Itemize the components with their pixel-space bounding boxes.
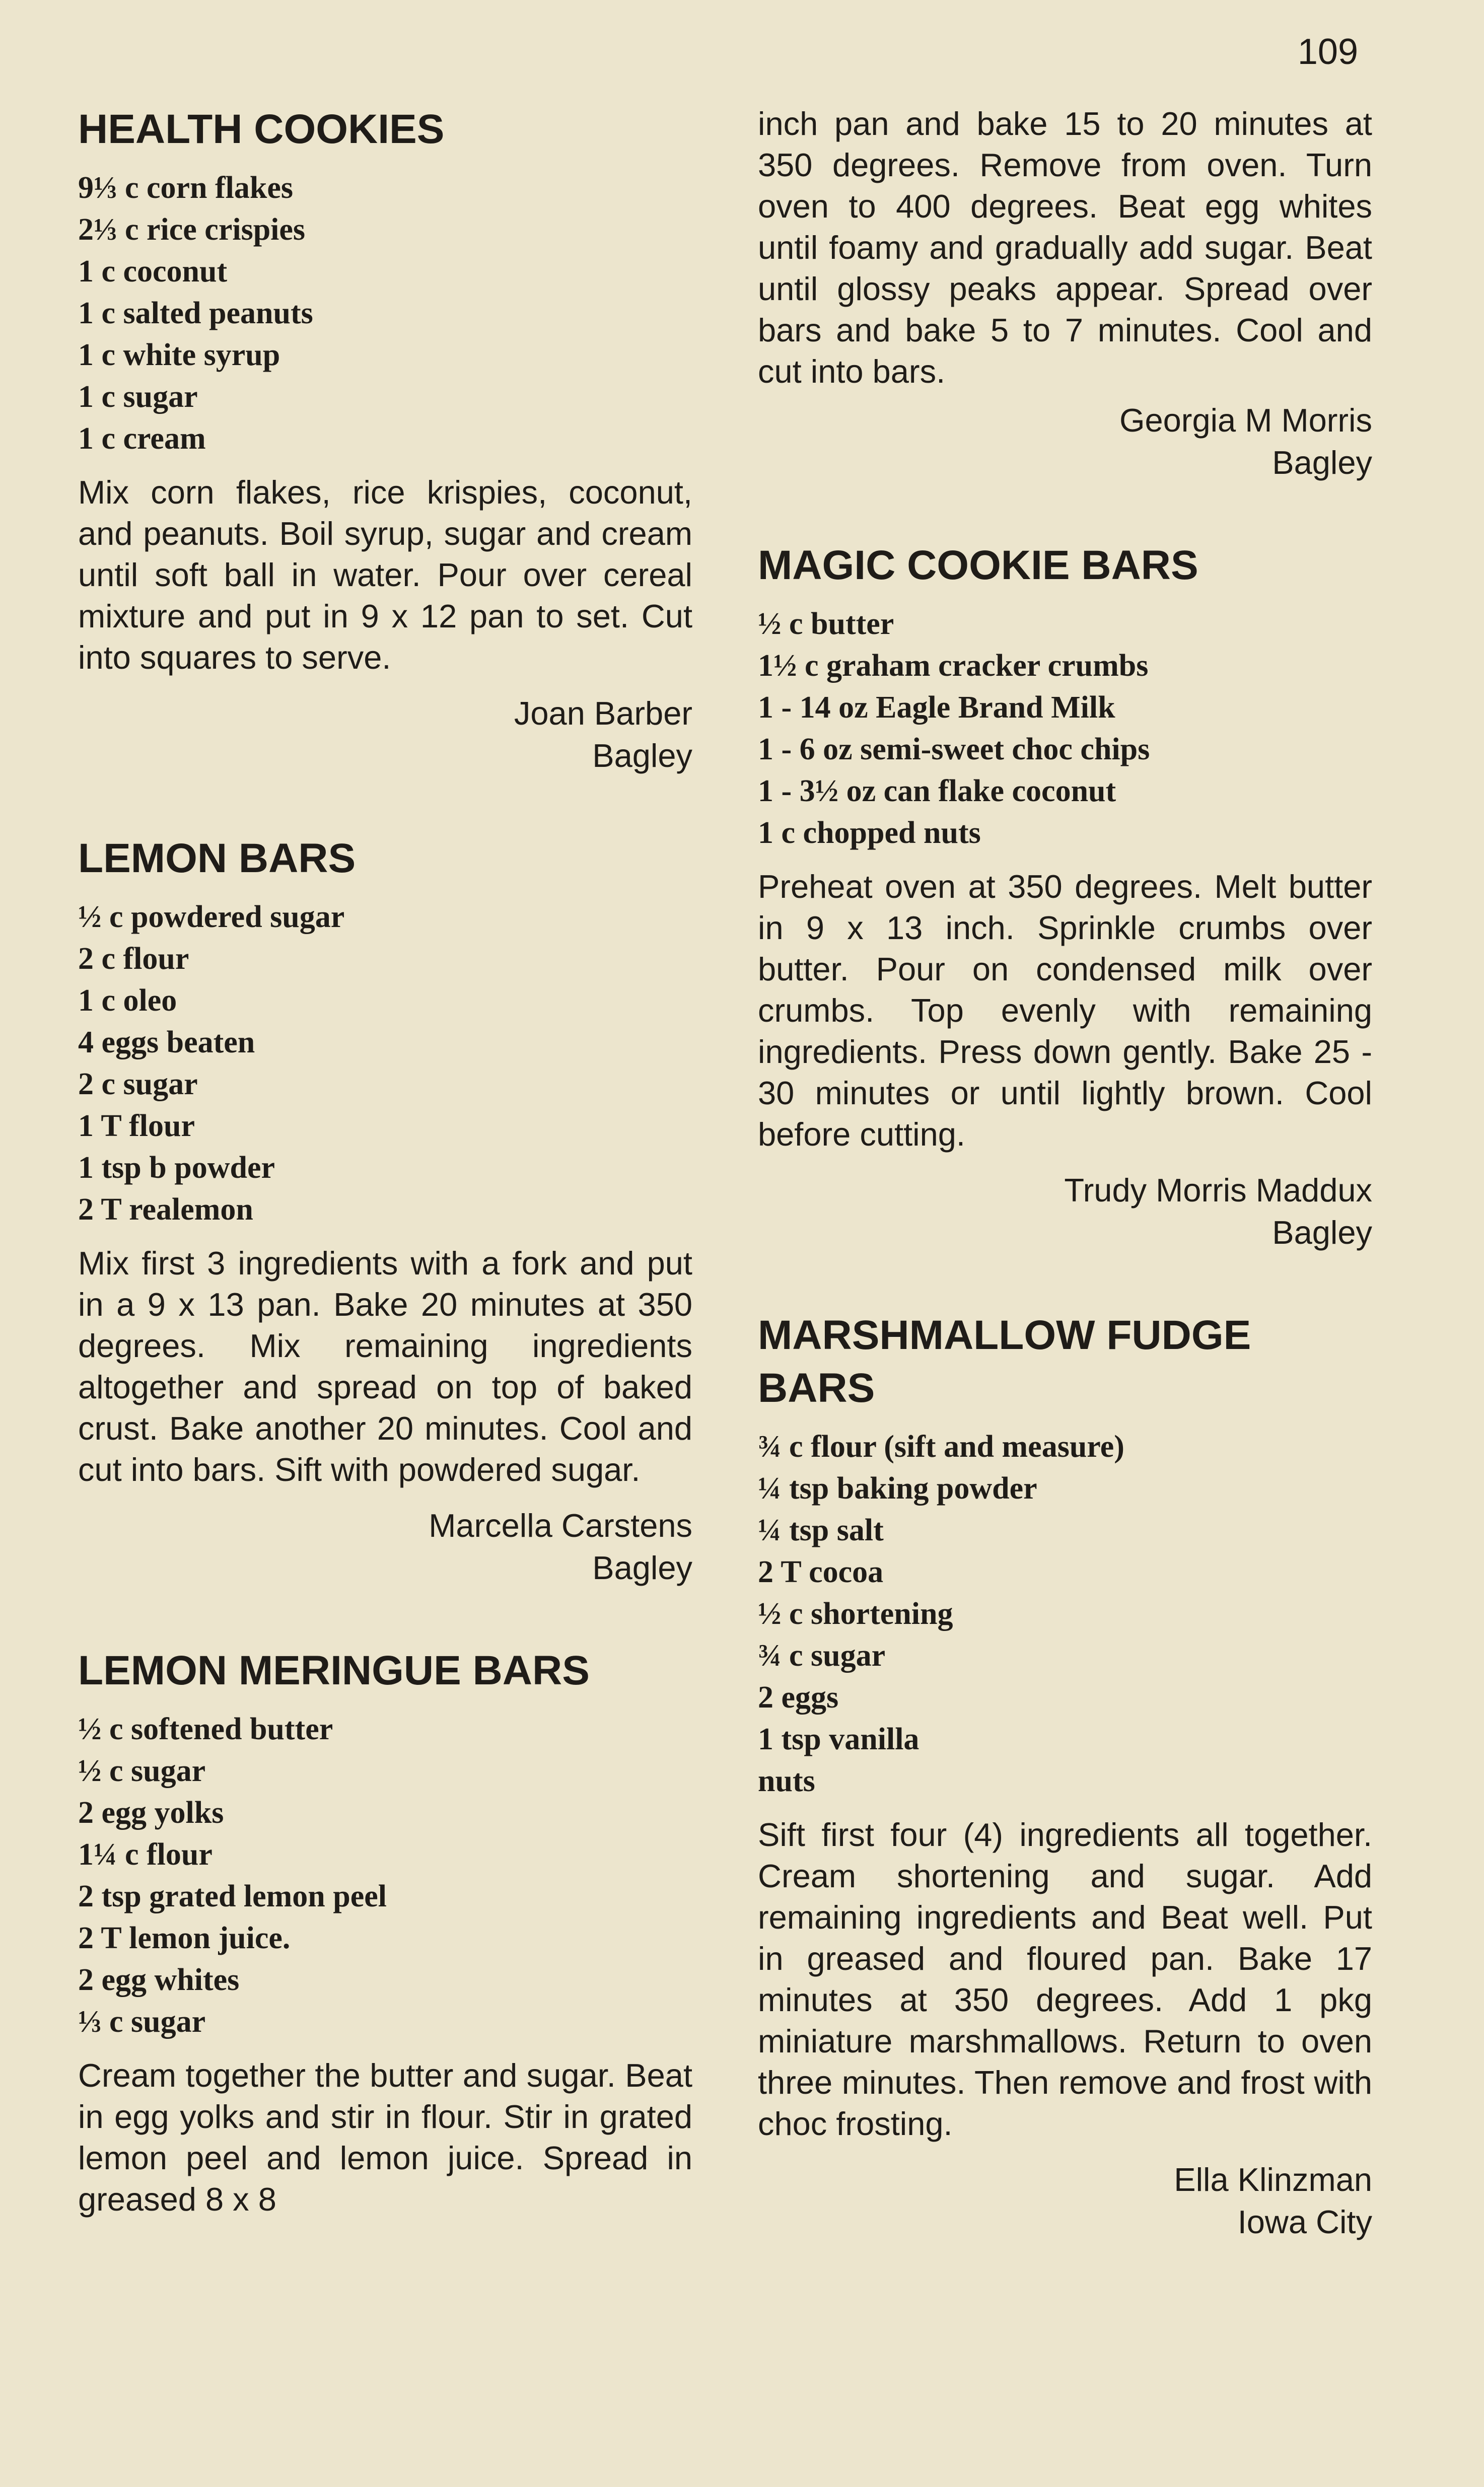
ingredient: 2 eggs [758, 1680, 839, 1715]
ingredient: 1 c white syrup [78, 337, 280, 372]
ingredient-list [758, 1426, 1372, 1802]
ingredient: 2 c flour [78, 941, 189, 976]
ingredient: ¼ tsp salt [758, 1513, 884, 1547]
ingredient: 2 T lemon juice. [78, 1921, 291, 1955]
ingredient: ½ c powdered sugar [78, 899, 345, 934]
recipe-directions: Cream together the butter and sugar. Beat in egg yolks and stir in flour. Stir in grated lemon peel and lemon juice. Spread in greased 8 x 8 [78, 2056, 692, 2218]
ingredient: 1 c chopped nuts [758, 815, 981, 850]
page-number: 109 [1297, 32, 1358, 72]
recipe-lemon-meringue-bars-continued [758, 103, 1372, 484]
recipe-title: MAGIC COOKIE BARS [758, 542, 1198, 588]
recipe-directions: Sift first four (4) ingredients all together. Cream shortening and sugar. Add remaining ingredients and Beat well. Put in greased and floured pan. Bake 17 minutes at 350 degrees. Add 1 pkg miniature marshmallows. Return to oven three minutes. Then remove and frost with choc frosting. [758, 1816, 1372, 2142]
ingredient: ½ c sugar [78, 1753, 206, 1788]
ingredient: 1 c cream [78, 421, 206, 456]
recipe-directions: Mix first 3 ingredients with a fork and put in a 9 x 13 pan. Bake 20 minutes at 350 degrees. Mix remaining ingredients altogether and spread on top of baked crust. Bake another 20 minutes. Cool and cut into bars. Sift with powdered sugar. [78, 1244, 692, 1488]
contributor-name: Georgia M Morris [1119, 402, 1372, 439]
recipe-directions-continued: inch pan and bake 15 to 20 minutes at 350 degrees. Remove from oven. Turn oven to 400 degrees. Beat egg whites until foamy and gradually add sugar. Beat until glossy peaks appear. Spread over bars and bake 5 to 7 minutes. Cool and cut into bars. [758, 105, 1372, 390]
ingredient: 1 - 14 oz Eagle Brand Milk [758, 690, 1115, 725]
recipe-contributor [758, 399, 1372, 484]
ingredient: 1¼ c flour [78, 1837, 213, 1872]
ingredient: 1 tsp b powder [78, 1150, 275, 1185]
recipe-contributor [78, 1505, 692, 1589]
ingredient: 2 tsp grated lemon peel [78, 1879, 387, 1913]
ingredient: 1 - 3½ oz can flake coconut [758, 773, 1116, 808]
contributor-name: Marcella Carstens [429, 1507, 692, 1544]
right-column [758, 103, 1372, 2299]
ingredient: ¾ c sugar [758, 1638, 886, 1673]
recipe-contributor [758, 2159, 1372, 2243]
recipe-title: LEMON MERINGUE BARS [78, 1647, 590, 1693]
contributor-name: Joan Barber [514, 694, 692, 732]
ingredient: 1 tsp vanilla [758, 1722, 920, 1756]
ingredient: 1 c oleo [78, 983, 177, 1018]
ingredient: ⅓ c sugar [78, 2004, 206, 2039]
recipe-title: LEMON BARS [78, 835, 356, 881]
ingredient-list [78, 167, 692, 460]
recipe-title: MARSHMALLOW FUDGE BARS [758, 1312, 1251, 1411]
ingredient: nuts [758, 1763, 815, 1798]
ingredient: ½ c softened butter [78, 1712, 333, 1746]
contributor-name: Trudy Morris Maddux [1064, 1171, 1372, 1209]
recipe-contributor [758, 1169, 1372, 1254]
recipe-contributor [78, 692, 692, 777]
ingredient: 2 egg whites [78, 1962, 240, 1997]
contributor-town: Bagley [592, 737, 692, 774]
ingredient: ½ c shortening [758, 1596, 953, 1631]
recipe-health-cookies [78, 103, 692, 777]
ingredient: 1 - 6 oz semi-sweet choc chips [758, 732, 1150, 766]
recipe-lemon-meringue-bars [78, 1645, 692, 2220]
ingredient: 2 c sugar [78, 1067, 198, 1101]
ingredient: 2 egg yolks [78, 1795, 224, 1830]
recipe-directions: Mix corn flakes, rice krispies, coconut, and peanuts. Boil syrup, sugar and cream until soft ball in water. Pour over cereal mixture and put in 9 x 12 pan to set. Cut into squares to serve. [78, 473, 692, 676]
recipe-directions: Preheat oven at 350 degrees. Melt butter in 9 x 13 inch. Sprinkle crumbs over butter. Pour on condensed milk over crumbs. Top evenly with remaining ingredients. Press down gently. Bake 25 - 30 minutes or until lightly brown. Cool before cutting. [758, 868, 1372, 1153]
ingredient: 2 T realemon [78, 1192, 253, 1227]
contributor-town: Bagley [1272, 1214, 1372, 1251]
ingredient: 1 c salted peanuts [78, 296, 313, 330]
ingredient-list [78, 896, 692, 1231]
ingredient-list [78, 1709, 692, 2043]
ingredient: 1 T flour [78, 1108, 195, 1143]
contributor-town: Bagley [1272, 444, 1372, 481]
contributor-town: Bagley [592, 1549, 692, 1586]
ingredient: 1½ c graham cracker crumbs [758, 648, 1149, 683]
ingredient-list [758, 603, 1372, 854]
ingredient: ¾ c flour (sift and measure) [758, 1429, 1124, 1464]
ingredient: ½ c butter [758, 606, 894, 641]
recipe-marshmallow-fudge-bars [758, 1309, 1372, 2243]
ingredient: 2 T cocoa [758, 1554, 884, 1589]
ingredient: ¼ tsp baking powder [758, 1471, 1037, 1506]
recipe-lemon-bars [78, 832, 692, 1589]
recipe-title: HEALTH COOKIES [78, 106, 445, 152]
ingredient: 9⅓ c corn flakes [78, 170, 294, 205]
ingredient: 1 c sugar [78, 379, 198, 414]
contributor-town: Iowa City [1237, 2203, 1372, 2240]
recipe-magic-cookie-bars [758, 539, 1372, 1254]
ingredient: 1 c coconut [78, 254, 228, 289]
contributor-name: Ella Klinzman [1174, 2161, 1372, 2198]
ingredient: 2⅓ c rice crispies [78, 212, 306, 247]
ingredient: 4 eggs beaten [78, 1025, 255, 1059]
left-column [78, 103, 692, 2276]
